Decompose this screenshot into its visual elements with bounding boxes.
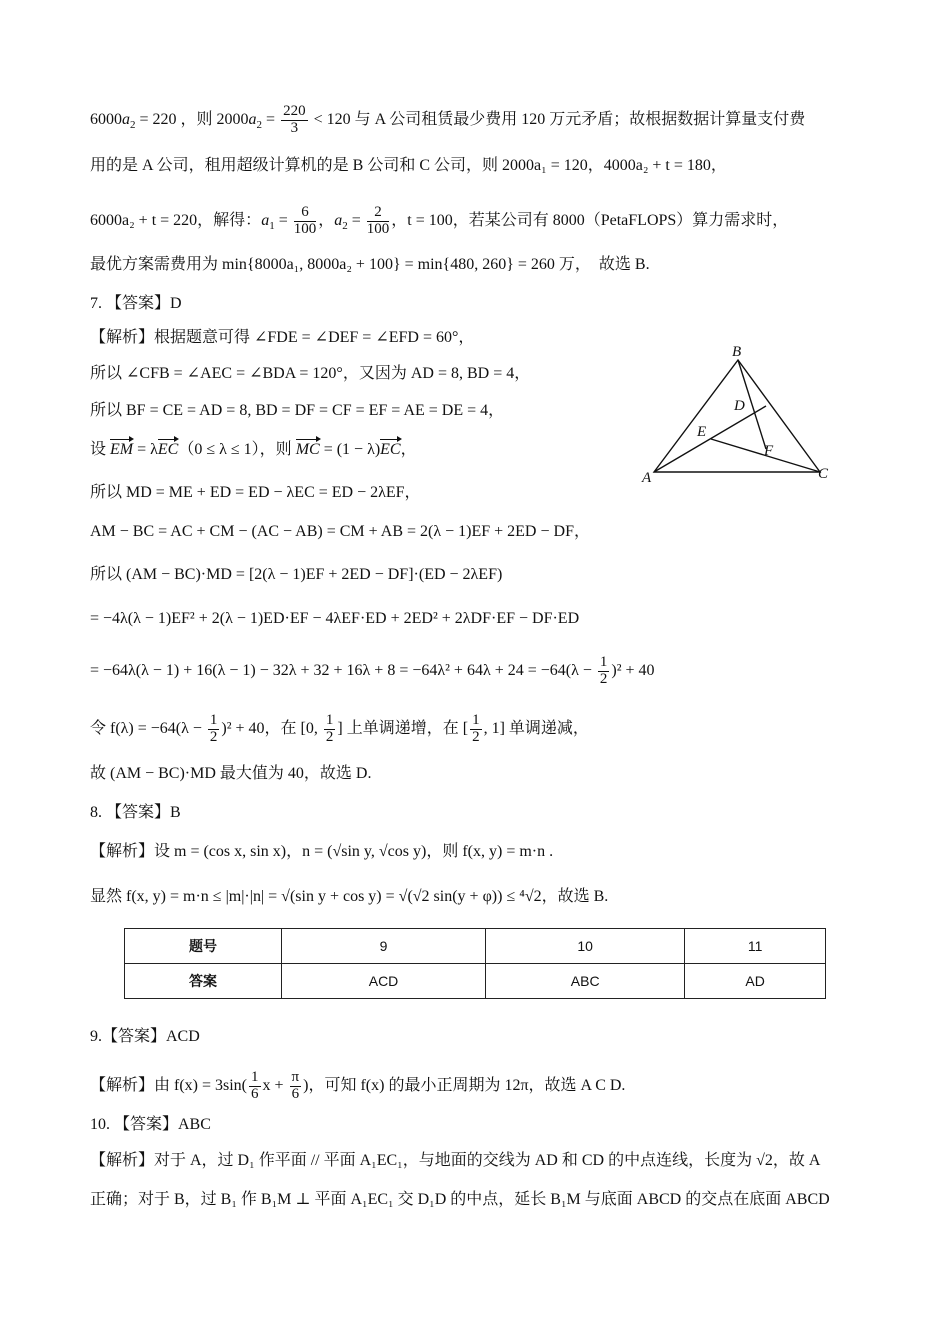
- q7-analysis-6: AM − BC = AC + CM − (AC − AB) = CM + AB = 2(λ − 1)EF + 2ED − DF，: [90, 523, 590, 540]
- q9-answer: 9.【答案】ACD: [90, 1028, 200, 1045]
- q7-analysis-3: 所以 BF = CE = AD = 8, BD = DF = CF = EF = AE = DE = 4，: [90, 402, 505, 419]
- q7-analysis-8: = −4λ(λ − 1)EF² + 2(λ − 1)ED·EF − 4λEF·ED + 2ED² + 2λDF·EF − DF·ED: [90, 610, 580, 627]
- q10-answer: 10. 【答案】ABC: [90, 1116, 211, 1133]
- label-F: F: [764, 443, 774, 459]
- q7-analysis-11: 故 (AM − BC)·MD 最大值为 40，故选 D.: [90, 765, 372, 782]
- text-line-1: $6000a_2 = 220$ ，则 $2000a_2$ = $\frac{220}{3}$ < 120 与 A 公司租赁最少费用 120 万元矛盾；故根据数据计算量支付费: [90, 103, 806, 136]
- table-header-label: 题号: [125, 929, 282, 964]
- fraction: $\frac{1}{2}$: [599, 654, 608, 687]
- q10-analysis-2: 正确；对于 B，过 B₁ 作 B₁M ⊥ 平面 A₁EC₁ 交 D₁D 的中点，延长 B₁M 与底面 ABCD 的交点在底面 ABCD: [90, 1191, 830, 1208]
- fraction: $\frac{\pi}{6}$: [291, 1069, 300, 1102]
- text: ，t = 100，若某公司有 8000（PetaFLOPS）算力需求时，: [391, 211, 789, 229]
- fraction: $\frac{1}{2}$: [325, 712, 334, 745]
- q7-analysis-4: 设 EM = λEC（0 ≤ λ ≤ 1），则 MC = (1 − λ)EC，: [90, 441, 417, 458]
- table-cell: ACD: [282, 964, 486, 999]
- q7-answer: 7. 【答案】D: [90, 295, 182, 312]
- q7-analysis-5: 所以 MD = ME + ED = ED − λEC = ED − 2λEF，: [90, 484, 421, 501]
- q7-analysis-7: 所以 (AM − BC)·MD = [2(λ − 1)EF + 2ED − DF]·(ED − 2λEF): [90, 566, 503, 583]
- label-C: C: [818, 466, 829, 482]
- fraction: $\frac{2}{100}$: [366, 204, 390, 237]
- label-B: B: [732, 344, 742, 360]
- fraction: $\frac{220}{3}$: [283, 103, 306, 136]
- text-line-3: 6000a₂ + t = 220，解得：$a_1$ = $\frac{6}{100}$ ，$a_2$ = $\frac{2}{100}$ ，t = 100，若某公司有 8000（PetaFLOPS）算力需求时，: [90, 204, 789, 237]
- text: 6000a₂ + t = 220，解得：: [90, 211, 262, 229]
- text: = 220 ，则 2000: [135, 110, 249, 128]
- text-line-2: 用的是 A 公司，租用超级计算机的是 B 公司和 C 公司，则 2000a₁ = 120，4000a₂ + t = 180，: [90, 157, 727, 174]
- fraction: $\frac{1}{2}$: [209, 712, 218, 745]
- text: < 120 与 A 公司租赁最少费用 120 万元矛盾；故根据数据计算量支付费: [309, 110, 806, 128]
- table-cell: 10: [486, 929, 685, 964]
- answer-table: [124, 928, 826, 999]
- label-D: D: [734, 398, 745, 414]
- table-row: [125, 964, 826, 999]
- table-cell: 11: [685, 929, 826, 964]
- triangle-figure: [640, 342, 840, 487]
- table-row: [125, 929, 826, 964]
- segment-AD: [654, 406, 766, 472]
- table-answer-label: 答案: [125, 964, 282, 999]
- table-cell: AD: [685, 964, 826, 999]
- q8-analysis-2: 显然 f(x, y) = m·n ≤ |m|·|n| = √(sin y + cos y) = √(√2 sin(y + φ)) ≤ ⁴√2，故选 B.: [90, 888, 609, 905]
- fraction: $\frac{1}{2}$: [472, 712, 480, 745]
- q7-analysis-10: 令 f(λ) = −64(λ − $\frac{1}{2}$ )² + 40，在 [0, $\frac{1}{2}$ ] 上单调递增，在 [ $\frac{1}{2}$ , 1] 单调递减，: [90, 712, 589, 745]
- text: 6000: [90, 110, 122, 128]
- q10-analysis-1: 【解析】对于 A，过 D₁ 作平面 // 平面 A₁EC₁，与地面的交线为 AD 和 CD 的中点连线，长度为 √2，故 A: [90, 1152, 821, 1169]
- q9-analysis: 【解析】由 f(x) = 3sin( $\frac{1}{6}$ x + $\frac{\pi}{6}$ )，可知 f(x) 的最小正周期为 12π，故选 A C D.: [90, 1069, 626, 1102]
- q8-analysis-1: 【解析】设 m = (cos x, sin x)，n = (√sin y, √cos y)，则 f(x, y) = m·n .: [90, 843, 554, 860]
- text: =: [262, 110, 280, 128]
- fraction: $\frac{6}{100}$: [293, 204, 317, 237]
- table-cell: 9: [282, 929, 486, 964]
- q7-analysis-2: 所以 ∠CFB = ∠AEC = ∠BDA = 120°，又因为 AD = 8, BD = 4，: [90, 365, 531, 382]
- label-A: A: [642, 470, 652, 486]
- q8-answer: 8. 【答案】B: [90, 804, 181, 821]
- fraction: $\frac{1}{6}$: [251, 1069, 259, 1102]
- label-E: E: [697, 424, 707, 440]
- text-line-4: 最优方案需费用为 min{8000a₁, 8000a₂ + 100} = min{480, 260} = 260 万， 故选 B.: [90, 256, 650, 273]
- table-cell: ABC: [486, 964, 685, 999]
- q7-analysis-9: = −64λ(λ − 1) + 16(λ − 1) − 32λ + 32 + 16λ + 8 = −64λ² + 64λ + 24 = −64(λ − $\frac{1}{2}$ )² + 40: [90, 654, 655, 687]
- outer-triangle: [654, 360, 820, 472]
- q7-analysis-1: 【解析】根据题意可得 ∠FDE = ∠DEF = ∠EFD = 60°，: [90, 329, 475, 346]
